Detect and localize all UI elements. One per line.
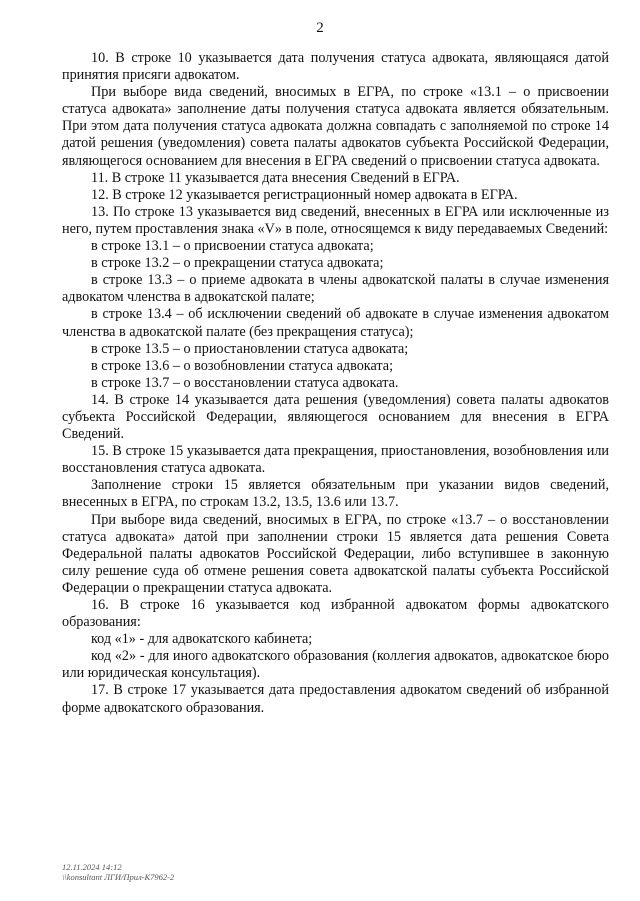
paragraph: 10. В строке 10 указывается дата получения статуса адвоката, являющаяся датой принятия присяги адвокатом. (62, 50, 609, 84)
list-item: в строке 13.3 – о приеме адвоката в члены адвокатской палаты в случае изменения адвокатом членства в адвокатской палате; (62, 272, 609, 306)
list-item: в строке 13.5 – о приостановлении статуса адвоката; (91, 340, 409, 357)
paragraph: 13. По строке 13 указывается вид сведений, внесенных в ЕГРА или исключенные из него, путем проставления знака «V» в поле, относящемся к виду передаваемых Сведений: (62, 203, 609, 237)
footer-path: \\konsultant ЛГИ/Прил-К7962-2 (62, 872, 175, 882)
paragraph: 14. В строке 14 указывается дата решения (уведомления) совета палаты адвокатов субъекта Российской Федерации, являющегося основанием для внесения в ЕГРА Сведений. (62, 391, 609, 443)
list-item: в строке 13.6 – о возобновлении статуса адвоката; (91, 357, 394, 374)
list-item: в строке 13.7 – о восстановлении статуса адвоката. (91, 374, 399, 391)
paragraph: 12. В строке 12 указывается регистрационный номер адвоката в ЕГРА. (91, 186, 518, 203)
footer-date: 12.11.2024 14:12 (62, 862, 122, 872)
list-item: код «1» - для адвокатского кабинета; (91, 631, 313, 648)
list-item: в строке 13.2 – о прекращении статуса адвоката; (91, 255, 384, 272)
document-body (62, 50, 609, 717)
paragraph: 17. В строке 17 указывается дата предоставления адвокатом сведений об избранной форме адвокатского образования. (62, 682, 609, 716)
list-item: код «2» - для иного адвокатского образования (коллегия адвокатов, адвокатское бюро или юридическая консультация). (62, 648, 609, 682)
paragraph: 16. В строке 16 указывается код избранной адвокатом формы адвокатского образования: (62, 597, 609, 631)
page-number: 2 (316, 20, 324, 36)
paragraph: При выборе вида сведений, вносимых в ЕГРА, по строке «13.7 – о восстановлении статуса адвоката» датой при заполнении строки 15 является дата решения Совета Федеральной палаты адвокатов Российской Федерации, либо вступившее в законную силу решение суда об отмене решения совета адвокатской палаты субъекта Российской Федерации о прекращении статуса адвоката. (62, 511, 609, 596)
list-item: в строке 13.4 – об исключении сведений об адвокате в случае изменения адвокатом членства в адвокатской палате (без прекращения статуса); (62, 306, 609, 340)
paragraph: Заполнение строки 15 является обязательным при указании видов сведений, внесенных в ЕГРА, по строкам 13.2, 13.5, 13.6 или 13.7. (62, 477, 609, 511)
footer (62, 862, 174, 882)
paragraph: При выборе вида сведений, вносимых в ЕГРА, по строке «13.1 – о присвоении статуса адвоката» заполнение даты получения статуса адвоката является обязательным. При этом дата получения статуса адвоката должна совпадать с заполняемой по строке 14 датой решения (уведомления) совета палаты адвокатов субъекта Российской Федерации, являющегося основанием для внесения в ЕГРА сведений о присвоении статуса адвоката. (62, 84, 609, 169)
list-item: в строке 13.1 – о присвоении статуса адвоката; (91, 238, 374, 255)
paragraph: 11. В строке 11 указывается дата внесения Сведений в ЕГРА. (91, 169, 460, 186)
paragraph: 15. В строке 15 указывается дата прекращения, приостановления, возобновления или восстановления статуса адвоката. (62, 443, 609, 477)
